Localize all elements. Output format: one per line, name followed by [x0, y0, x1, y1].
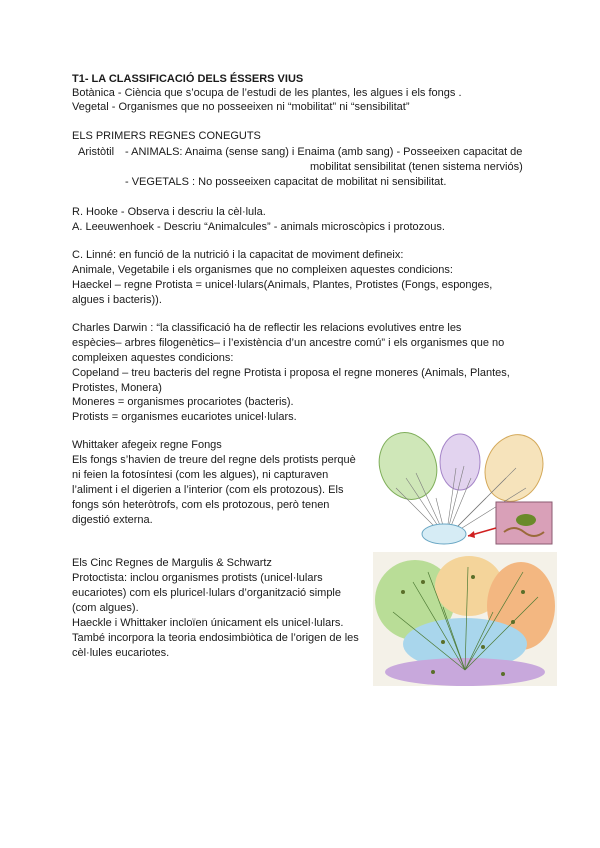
five-kingdoms-figure: [373, 552, 557, 686]
aristotle-label: Aristòtil: [78, 146, 115, 158]
whittaker-tree-illustration: [376, 428, 554, 550]
copeland-line-2: Protistes, Monera): [72, 382, 162, 394]
hooke-line: R. Hooke - Observa i descriu la cèl·lula.: [72, 206, 266, 218]
bacterium-shape: [516, 514, 536, 526]
moneres-line: Moneres = organismes procariotes (bacteris).: [72, 396, 294, 408]
intro-line-botanica: Botànica - Ciència que s’ocupa de l’estudi de les plantes, les algues i els fongs .: [72, 87, 462, 99]
margulis-heading: Els Cinc Regnes de Margulis & Schwartz: [72, 557, 272, 569]
linne-line-4: algues i bacteris)).: [72, 294, 162, 306]
section-heading-first-kingdoms: ELS PRIMERS REGNES CONEGUTS: [72, 130, 261, 142]
whittaker-line-1: Els fongs s’havien de treure del regne dels protists perquè: [72, 454, 356, 466]
animals-line-1: - ANIMALS: Anaima (sense sang) i Enaima (amb sang) - Posseeixen capacitat de: [125, 146, 523, 158]
margulis-line-2: eucariotes) com els pluricel·lulars d’organització simple: [72, 587, 341, 599]
darwin-line-2: espècies– arbres filogenètics– i l’existència d’un ancestre comú” i els organismes que no: [72, 337, 505, 349]
protist-base-region: [422, 524, 466, 544]
vegetals-line: - VEGETALS : No posseeixen capacitat de mobilitat ni sensibilitat.: [125, 176, 447, 188]
protists-line: Protists = organismes eucariotes unicel·lulars.: [72, 411, 297, 423]
whittaker-line-4: fongs són heteròtrofs, com els protozous, però tenen: [72, 499, 330, 511]
linne-line-3: Haeckel – regne Protista = unicel·lulars(Animals, Plantes, Protistes (Fongs, esponges,: [72, 279, 493, 291]
linne-line-2: Animale, Vegetabile i els organismes que no compleixen aquestes condicions:: [72, 264, 453, 276]
margulis-line-5: També incorpora la teoria endosimbiòtica de l’origen de les: [72, 632, 359, 644]
leeuwenhoek-line: A. Leeuwenhoek - Descriu “Animalcules” - animals microscòpics i protozous.: [72, 221, 445, 233]
margulis-line-4: Haeckle i Whittaker incloïen únicament els unicel·lulars.: [72, 617, 344, 629]
copeland-line-1: Copeland – treu bacteris del regne Protista i proposa el regne moneres (Animals, Plantes,: [72, 367, 510, 379]
margulis-line-1: Protoctista: inclou organismes protists (unicel·lulars: [72, 572, 323, 584]
whittaker-line-5: digestió externa.: [72, 514, 153, 526]
linne-line-1: C. Linné: en funció de la nutrició i la capacitat de moviment defineix:: [72, 249, 404, 261]
darwin-line-3: compleixen aquestes condicions:: [72, 352, 234, 364]
margulis-line-3: (com algues).: [72, 602, 139, 614]
whittaker-line-3: l’aliment i el digerien a l’interior (com els protozous). Els: [72, 484, 344, 496]
whittaker-heading: Whittaker afegeix regne Fongs: [72, 439, 222, 451]
whittaker-tree-figure: [376, 428, 554, 550]
animals-line-2: mobilitat sensibilitat (tenen sistema nerviós): [310, 161, 523, 173]
page-title: T1- LA CLASSIFICACIÓ DELS ÉSSERS VIUS: [72, 73, 304, 85]
margulis-line-6: cèl·lules eucariotes.: [72, 647, 170, 659]
five-kingdoms-illustration: [373, 552, 557, 686]
whittaker-line-2: ni feien la fotosíntesi (com les algues), ni capturaven: [72, 469, 329, 481]
intro-line-vegetal: Vegetal - Organismes que no posseeixen ni “mobilitat” ni “sensibilitat”: [72, 101, 410, 113]
darwin-line-1: Charles Darwin : “la classificació ha de reflectir les relacions evolutives entre les: [72, 322, 462, 334]
